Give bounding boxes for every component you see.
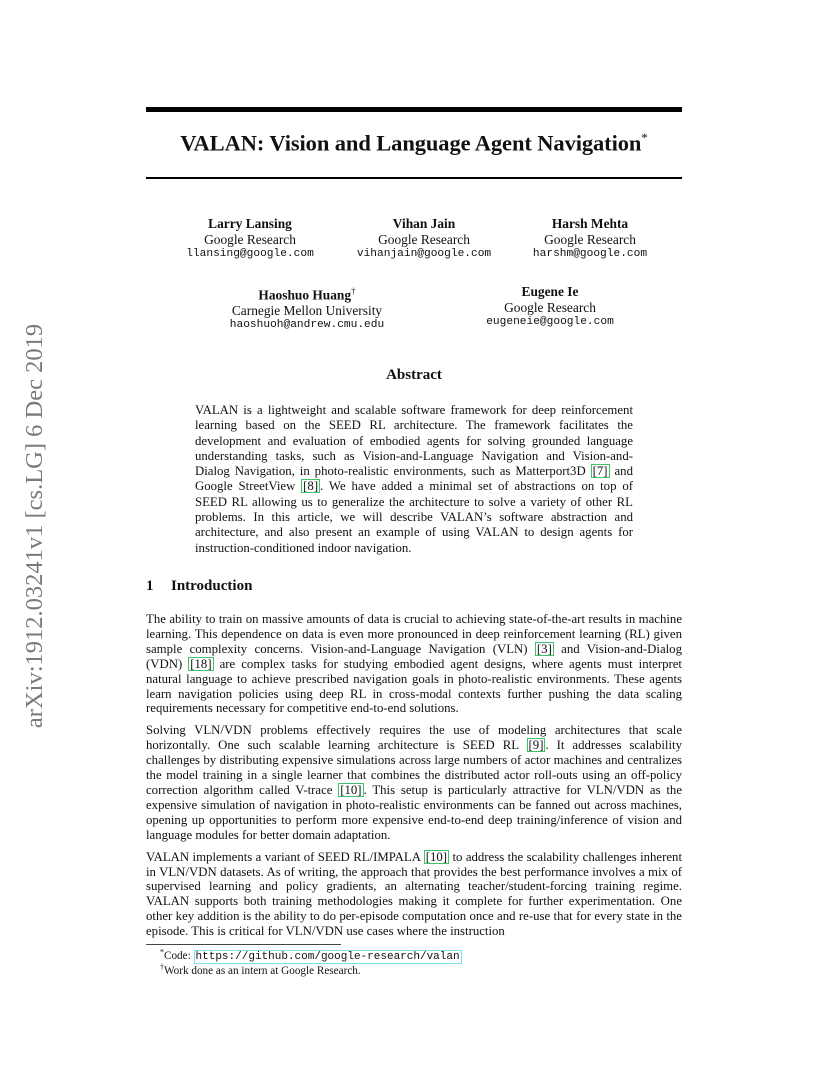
author-affiliation: Google Research bbox=[378, 231, 470, 247]
citation-link[interactable]: [8] bbox=[303, 479, 319, 494]
paragraph: Solving VLN/VDN problems effectively requires the use of modeling architectures that scale horizontally. One such scalable learning architecture is SEED RL [9] . It addresses scalability challenges by distributing expensive simulations across large numbers of actor machines and centralizes the model training in a single learner that combines the distributed actor roll-outs using an off-policy correction algorithm called V-trace [10] . This setup is particularly attractive for VLN/VDN as the expensive simulation of navigation in photo-realistic environments can be fanned out across machines, opening up opportunities to perform more expensive end-to-end deep training/inference of vision and language modules for better domain adaptation. bbox=[146, 723, 682, 842]
author-affiliation: Carnegie Mellon University bbox=[231, 302, 383, 318]
footnotes bbox=[160, 949, 462, 979]
footnote-mark: * bbox=[160, 947, 164, 957]
citation-link[interactable]: [10] bbox=[425, 849, 448, 864]
author-name: Harsh Mehta bbox=[551, 216, 629, 231]
citation-link[interactable]: [3] bbox=[536, 641, 552, 656]
author-name: Larry Lansing bbox=[208, 216, 292, 231]
footnote-mark: † bbox=[160, 962, 164, 972]
title-top-rule bbox=[146, 107, 682, 112]
footnote-rule bbox=[146, 944, 341, 945]
body-text bbox=[146, 612, 682, 946]
author-affiliation: Google Research bbox=[204, 231, 296, 247]
author-name: Eugene Ie bbox=[521, 284, 579, 299]
citation-link[interactable]: [9] bbox=[528, 738, 544, 753]
title-footnote-mark: * bbox=[641, 130, 648, 145]
author-email: haoshuoh@andrew.cmu.edu bbox=[229, 319, 385, 332]
author-block bbox=[465, 284, 635, 331]
author-block bbox=[520, 216, 660, 263]
paragraph: VALAN implements a variant of SEED RL/IMPALA [10] to address the scalability challenges inherent in VLN/VDN datasets. As of writing, the approach that provides the best performance involves a mix of supervised learning and policy gradients, an alternating teacher/student-forcing training regime. VALAN supports both training methodologies making it complete for further experimentation. One other key addition is the ability to do per-episode computation once and re-use that for every state in the episode. This is critical for VLN/VDN use cases where the instruction bbox=[146, 849, 683, 939]
title-bottom-rule bbox=[146, 177, 682, 179]
section-title: Introduction bbox=[171, 578, 253, 594]
paper-title: VALAN: Vision and Language Agent Navigation* bbox=[180, 130, 648, 156]
author-affiliation: Google Research bbox=[544, 231, 636, 247]
footnote: *Code: https://github.com/google-research/valan bbox=[160, 947, 460, 963]
author-footnote-mark: † bbox=[351, 286, 356, 296]
abstract-heading: Abstract bbox=[386, 367, 442, 383]
author-block bbox=[216, 284, 398, 334]
author-name: Haoshuo Huang† bbox=[258, 286, 356, 303]
author-affiliation: Google Research bbox=[504, 299, 596, 315]
citation-link[interactable]: [18] bbox=[190, 656, 212, 671]
section-number: 1 bbox=[146, 578, 154, 594]
section-heading bbox=[146, 578, 252, 595]
author-email: llansing@google.com bbox=[186, 248, 314, 260]
abstract-text: VALAN is a lightweight and scalable software framework for deep reinforcement learning based on the SEED RL architecture. The framework facilitates the development and evaluation of embodied agents for solving grounded language understanding tasks, such as Vision-and-Language Navigation and Vision-and-Dialog Navigation, in photo-realistic environments, such as Matterport3D [7] and Google StreetView [8] . We have added a minimal set of abstractions on top of SEED RL allowing us to generalize the architecture to solve a variety of other RL problems. In this article, we will describe VALAN’s software abstraction and architecture, and also present an example of using VALAN to design agents for instruction-conditioned indoor navigation. bbox=[195, 403, 633, 555]
citation-link[interactable]: [7] bbox=[592, 464, 608, 479]
paragraph: The ability to train on massive amounts of data is crucial to achieving state-of-the-art results in machine learning. This dependence on data is even more pronounced in deep reinforcement learning (RL) given sample complexity concerns. Vision-and-Language Navigation (VLN) [3] and Vision-and-Dialog (VDN) [18] are complex tasks for studying embodied agent designs, where agents must interpret natural language to achieve prescribed navigation goals in photo-realistic environments. These agents learn navigation policies using deep RL in cross-modal contexts further pushing the data scaling requirements necessary for competitive end-to-end solutions. bbox=[146, 612, 682, 716]
author-block bbox=[334, 216, 514, 263]
footnote: †Work done as an intern at Google Research. bbox=[160, 962, 361, 977]
citation-link[interactable]: [10] bbox=[340, 782, 362, 797]
arxiv-identifier: arXiv:1912.03241v1 [cs.LG] 6 Dec 2019 bbox=[21, 323, 48, 729]
author-email: harshm@google.com bbox=[532, 248, 648, 260]
author-email: eugeneie@google.com bbox=[486, 316, 614, 328]
author-email: vihanjain@google.com bbox=[356, 248, 492, 260]
author-name: Vihan Jain bbox=[392, 216, 456, 231]
author-block bbox=[170, 216, 330, 263]
code-link[interactable]: https://github.com/google-research/valan bbox=[195, 951, 460, 963]
